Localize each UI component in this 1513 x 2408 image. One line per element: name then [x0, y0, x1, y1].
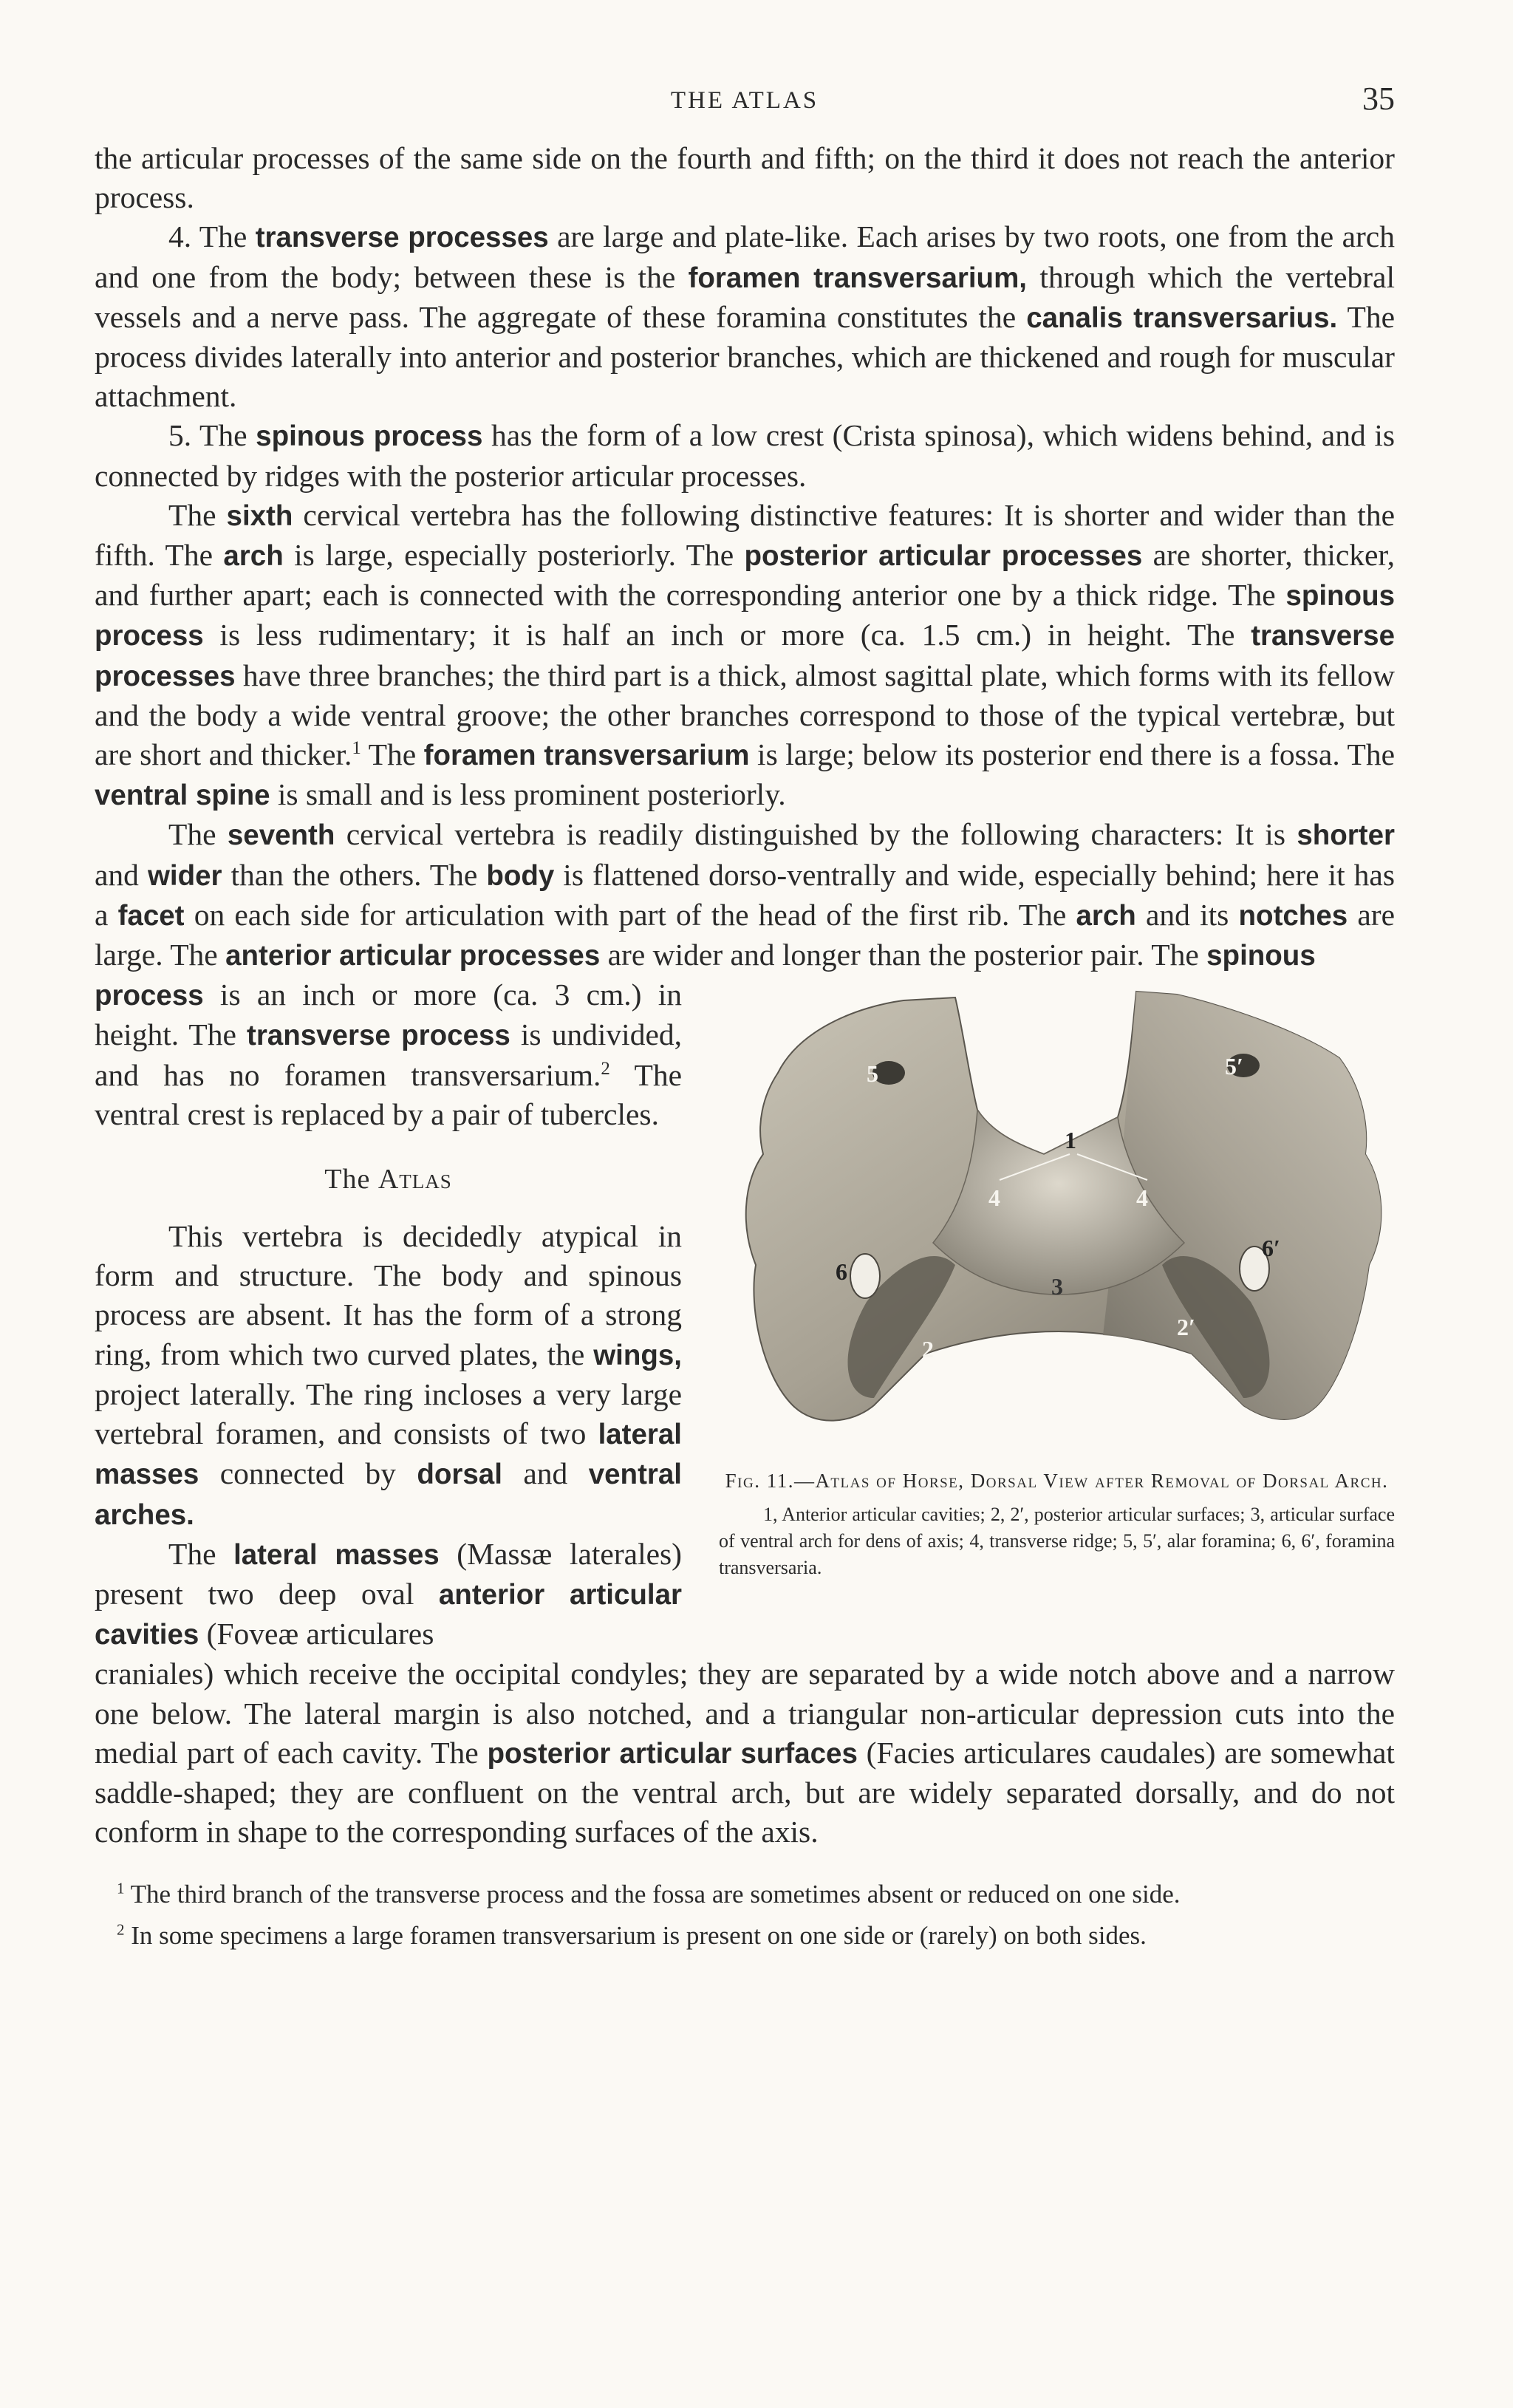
- term-notches: notches: [1238, 899, 1348, 932]
- text-run: 5. The: [168, 418, 256, 453]
- text-run: (Foveæ articulares: [199, 1617, 434, 1651]
- text-run: craniales) which receive the occipital condyles; they are separated by a wide notch above and a narrow one below. The lateral margin is also notched, and a triangular non-articular depression cuts into the medial part of each cavity. The: [95, 1657, 1395, 1770]
- footnote-text: In some specimens a large foramen transversarium is present on one side or (rarely) on both sides.: [124, 1921, 1147, 1951]
- term-body: body: [486, 859, 555, 892]
- label-5-prime: 5′: [1225, 1053, 1243, 1080]
- text-run: and: [502, 1456, 589, 1491]
- label-2-prime: 2′: [1177, 1314, 1195, 1341]
- term-arch: arch: [1076, 899, 1136, 932]
- term-canalis-transversarius: canalis transversarius.: [1026, 301, 1338, 334]
- text-run: are large and plate-like. Each arises by two roots, one from the arch and one from the body; between these is the: [95, 219, 1395, 294]
- text-run: is small and is less prominent posteriorly.: [270, 777, 786, 812]
- paragraph-atlas-intro: [95, 1217, 682, 1535]
- text-run: is less rudimentary; it is half an inch or more (ca. 1.5 cm.) in height. The: [203, 618, 1251, 652]
- paragraph-transverse-processes: [95, 217, 1395, 416]
- term-spinous: spinous: [1206, 940, 1316, 972]
- term-posterior-articular-processes: posterior articular processes: [744, 540, 1143, 573]
- text-run: and: [95, 857, 148, 892]
- text-run: The: [361, 737, 424, 772]
- paragraph-lateral-masses: [95, 1535, 682, 1655]
- text-run: cervical vertebra has the following distinctive features: It is shorter and wider than the fifth. The: [95, 497, 1395, 573]
- paragraph-articular-cavities-continued: [95, 1654, 1395, 1852]
- figure-legend: 1, Anterior articular cavities; 2, 2′, posterior articular surfaces; 3, articular surface of ventral arch for dens of axis; 4, transverse ridge; 5, 5′, alar foramina; 6, 6′, foramina transversaria.: [719, 1504, 1395, 1579]
- page-number: 35: [1362, 81, 1395, 117]
- term-spinous-process: spinous process: [95, 580, 1395, 652]
- text-run: than the others. The: [222, 857, 487, 892]
- label-5: 5: [867, 1060, 878, 1088]
- text-run: (Facies articulares caudales) are somewhat saddle-shaped; they are confluent on the ventral arch, but are widely separated dorsally, and do not conform in shape to the corresponding surfaces of the axis.: [95, 1735, 1395, 1849]
- footnote-text: The third branch of the transverse process and the fossa are sometimes absent or reduced on one side.: [124, 1880, 1181, 1909]
- text-run: connected by: [199, 1456, 417, 1491]
- text-run: are large. The: [95, 897, 1395, 972]
- term-wings: wings,: [593, 1339, 682, 1371]
- section-heading-atlas: [95, 1161, 682, 1198]
- text-run: (Massæ laterales) present two deep oval: [95, 1536, 682, 1611]
- term-anterior-articular-cavities: anterior articular cavities: [95, 1578, 682, 1651]
- term-transverse-process: transverse process: [247, 1020, 510, 1052]
- term-process: process: [95, 980, 204, 1012]
- footnote-2: [95, 1920, 1395, 1952]
- term-foramen-transversarium: foramen transversarium: [423, 740, 750, 772]
- label-2: 2: [922, 1336, 934, 1363]
- page: [95, 80, 1395, 1961]
- paragraph-spinous-process: [95, 416, 1395, 495]
- heading-word: The: [324, 1164, 378, 1196]
- footnote-mark: 2: [117, 1920, 125, 1939]
- footnote-ref-2[interactable]: 2: [601, 1058, 610, 1079]
- term-transverse-processes: transverse processes: [255, 222, 549, 254]
- atlas-illustration: [734, 984, 1391, 1442]
- text-run: on each side for articulation with part of the head of the first rib. The: [184, 897, 1076, 932]
- label-4-left: 4: [988, 1184, 1000, 1212]
- footnote-mark: 1: [117, 1879, 125, 1897]
- paragraph-sixth-vertebra: [95, 496, 1395, 816]
- text-run: are shorter, thicker, and further apart; each is connected with the corresponding anterior one by a thick ridge. The: [95, 538, 1395, 613]
- text-run: The ventral crest is replaced by a pair of tubercles.: [95, 1057, 683, 1131]
- heading-word: Atlas: [378, 1164, 452, 1196]
- foramen-transversarium-left: [850, 1254, 880, 1298]
- label-6-prime: 6′: [1262, 1235, 1280, 1262]
- term-spinous-process: spinous process: [256, 420, 483, 453]
- text-run: is an inch or more (ca. 3 cm.) in height. The: [95, 978, 682, 1052]
- label-4-right: 4: [1136, 1184, 1148, 1212]
- text-run: The: [168, 817, 228, 852]
- term-ventral-spine: ventral spine: [95, 780, 270, 812]
- term-transverse-processes: transverse processes: [95, 620, 1395, 692]
- text-run: 4. The: [168, 219, 256, 254]
- running-head-title: THE ATLAS: [670, 87, 819, 114]
- text-run: through which the vertebral vessels and a nerve pass. The aggregate of these foramina constitutes the: [95, 259, 1395, 334]
- text-run: is large; below its posterior end there is a fossa. The: [749, 737, 1395, 772]
- term-lateral-masses: lateral masses: [95, 1419, 682, 1491]
- figure-caption: Fig. 11.—Atlas of Horse, Dorsal View after Removal of Dorsal Arch.: [725, 1470, 1389, 1493]
- term-seventh: seventh: [227, 819, 335, 852]
- text-run: and its: [1135, 897, 1239, 932]
- paragraph-seventh-vertebra: [95, 815, 1395, 975]
- label-6: 6: [836, 1258, 847, 1286]
- footnote-ref-1[interactable]: 1: [352, 738, 361, 759]
- footnotes: [95, 1878, 1395, 1952]
- term-anterior-articular-processes: anterior articular processes: [225, 940, 601, 972]
- term-arch: arch: [223, 540, 284, 573]
- text-run: The process divides laterally into anterior and posterior branches, which are thickened and rough for muscular attachment.: [95, 299, 1395, 414]
- text-run: cervical vertebra is readily distinguished by the following characters: It is: [335, 817, 1297, 852]
- term-sixth: sixth: [226, 499, 293, 532]
- term-posterior-articular-surfaces: posterior articular surfaces: [487, 1737, 858, 1770]
- text-run: project laterally. The ring incloses a very large vertebral foramen, and consists of two: [95, 1377, 682, 1451]
- footnote-1: [95, 1878, 1395, 1911]
- text-run: has the form of a low crest (Crista spinosa), which widens behind, and is connected by ridges with the posterior articular processes.: [95, 418, 1396, 493]
- label-3: 3: [1051, 1273, 1063, 1300]
- text-run: is large, especially posteriorly. The: [283, 538, 745, 573]
- paragraph-continued: the articular processes of the same side on the fourth and fifth; on the third it does not reach the anterior process.: [95, 141, 1395, 215]
- paragraph-seventh-continued: [95, 975, 682, 1134]
- label-1: 1: [1065, 1127, 1076, 1154]
- figure-11: [719, 984, 1395, 1581]
- term-shorter: shorter: [1297, 819, 1395, 852]
- term-lateral-masses: lateral masses: [233, 1538, 440, 1571]
- term-ventral-arches: ventral arches.: [95, 1459, 682, 1531]
- text-run: is undivided, and has no foramen transversarium.: [95, 1017, 682, 1092]
- two-column-block: [95, 975, 1395, 1654]
- text-run: The: [168, 497, 227, 532]
- text-run: This vertebra is decidedly atypical in form and structure. The body and spinous process are absent. It has the form of a strong ring, from which two curved plates, the: [95, 1219, 682, 1371]
- term-foramen-transversarium: foramen transversarium,: [688, 262, 1028, 294]
- running-head: [95, 80, 1395, 139]
- text-run: have three branches; the third part is a thick, almost sagittal plate, which forms with its fellow and the body a wide ventral groove; the other branches correspond to those of the typical vertebræ, but are short and thicker.: [95, 658, 1395, 772]
- text-run: is flattened dorso-ventrally and wide, especially behind; here it has a: [95, 857, 1395, 932]
- term-dorsal: dorsal: [417, 1459, 502, 1491]
- left-column: [95, 975, 682, 1654]
- term-facet: facet: [117, 899, 185, 932]
- term-wider: wider: [147, 859, 222, 892]
- text-run: are wider and longer than the posterior pair. The: [600, 938, 1207, 972]
- text-run: The: [168, 1536, 234, 1571]
